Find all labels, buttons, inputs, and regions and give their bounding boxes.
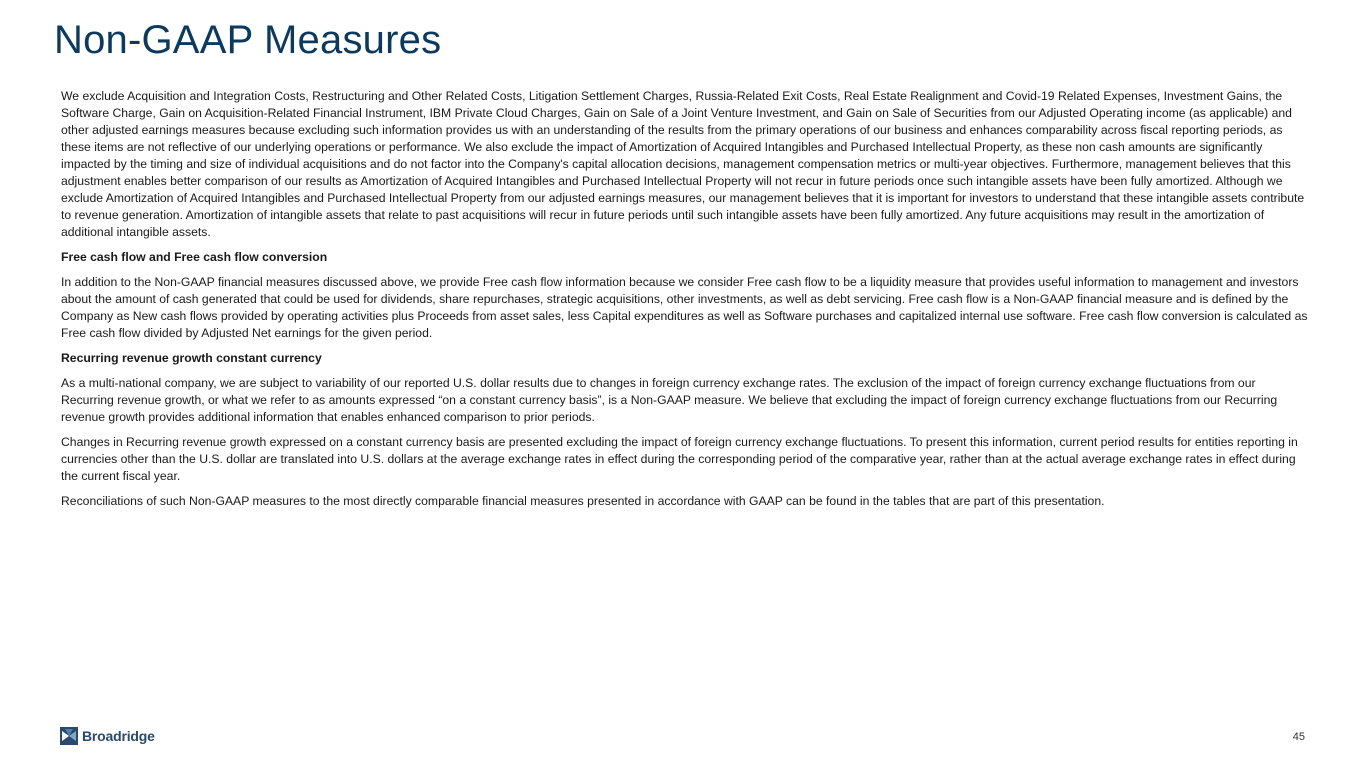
paragraph-free-cash-flow: In addition to the Non-GAAP financial measures discussed above, we provide Free cash flow information because we consider Free cash flow to be a liquidity measure that provides useful information to management and investors about the amount of cash generated that could be used for dividends, share repurchases, strategic acquisitions, other investments, as well as debt servicing. Free cash flow is a Non-GAAP financial measure and is defined by the Company as New cash flows provided by operating activities plus Proceeds from asset sales, less Capital expenditures as well as Software purchases and capitalized internal use software. Free cash flow conversion is calculated as Free cash flow divided by Adjusted Net earnings for the given period. [61,275,1308,340]
paragraph-reconciliations: Reconciliations of such Non-GAAP measures to the most directly comparable financial measures presented in accordance with GAAP can be found in the tables that are part of this presentation. [61,494,1105,508]
heading-constant-currency: Recurring revenue growth constant currency [61,351,322,365]
logo-text: Broadridge [82,728,155,744]
broadridge-logo [60,727,155,745]
page-number: 45 [1292,731,1305,743]
page-title: Non-GAAP Measures [54,18,442,62]
body-text [61,88,1308,518]
paragraph-currency-method: Changes in Recurring revenue growth expressed on a constant currency basis are presented excluding the impact of foreign currency exchange fluctuations. To present this information, current period results for entities reporting in currencies other than the U.S. dollar are translated into U.S. dollars at the average exchange rates in effect during the corresponding period of the comparative year, rather than at the actual average exchange rates in effect during the current fiscal year. [61,435,1298,483]
heading-free-cash-flow: Free cash flow and Free cash flow conversion [61,250,328,264]
broadridge-logo-icon [60,727,78,745]
paragraph-currency-variability: As a multi-national company, we are subject to variability of our reported U.S. dollar results due to changes in foreign currency exchange rates. The exclusion of the impact of foreign currency exchange fluctuations from our Recurring revenue growth, or what we refer to as amounts expressed “on a constant currency basis”, is a Non-GAAP measure. We believe that excluding the impact of foreign currency exchange fluctuations from our Recurring revenue growth provides additional information that enables enhanced comparison to prior periods. [61,376,1278,424]
paragraph-exclusions: We exclude Acquisition and Integration Costs, Restructuring and Other Related Costs, Litigation Settlement Charges, Russia-Related Exit Costs, Real Estate Realignment and Covid-19 Related Expenses, Investment Gains, the Software Charge, Gain on Acquisition-Related Financial Instrument, IBM Private Cloud Charges, Gain on Sale of a Joint Venture Investment, and Gain on Sale of Securities from our Adjusted Operating income (as applicable) and other adjusted earnings measures because excluding such information provides us with an understanding of the results from the primary operations of our business and enhances comparability across fiscal reporting periods, as these items are not reflective of our underlying operations or performance. We also exclude the impact of Amortization of Acquired Intangibles and Purchased Intellectual Property, as these non cash amounts are significantly impacted by the timing and size of individual acquisitions and do not factor into the Company's capital allocation decisions, management compensation metrics or multi-year objectives. Furthermore, management believes that this adjustment enables better comparison of our results as Amortization of Acquired Intangibles and Purchased Intellectual Property will not recur in future periods once such intangible assets have been fully amortized. Although we exclude Amortization of Acquired Intangibles and Purchased Intellectual Property from our adjusted earnings measures, our management believes that it is important for investors to understand that these intangible assets contribute to revenue generation. Amortization of intangible assets that relate to past acquisitions will recur in future periods until such intangible assets have been fully amortized. Any future acquisitions may result in the amortization of additional intangible assets. [61,89,1305,239]
